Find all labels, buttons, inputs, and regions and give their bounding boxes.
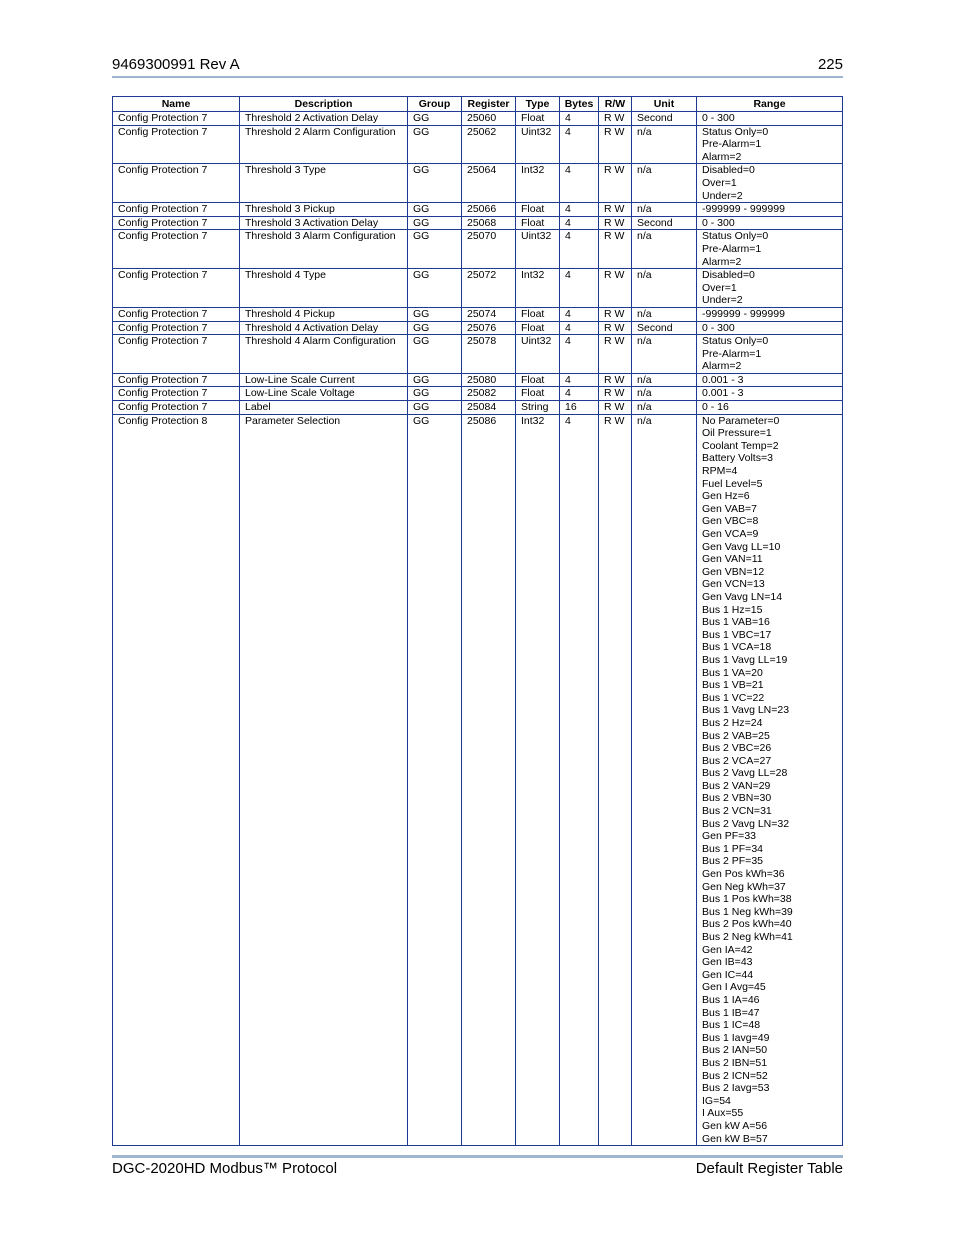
cell-unit: n/a — [632, 230, 697, 269]
range-line: Bus 2 VAB=25 — [702, 729, 770, 742]
cell-range — [697, 307, 843, 321]
cell-range — [697, 125, 843, 164]
cell-type: Float — [516, 216, 560, 230]
range-line: Bus 1 Vavg LN=23 — [702, 704, 790, 717]
range-line: 0.001 - 3 — [702, 387, 744, 400]
cell-range — [697, 230, 843, 269]
cell-description: Low-Line Scale Current — [240, 373, 408, 387]
footer-rule — [112, 1155, 843, 1158]
cell-range — [697, 401, 843, 415]
column-header: R/W — [599, 97, 632, 112]
cell-rw: R W — [599, 269, 632, 308]
cell-type: Float — [516, 112, 560, 126]
page-number: 225 — [817, 56, 843, 73]
range-line: Gen I Avg=45 — [702, 981, 766, 994]
cell-type: Uint32 — [516, 230, 560, 269]
cell-name: Config Protection 7 — [113, 216, 240, 230]
cell-register: 25076 — [462, 321, 516, 335]
cell-unit: n/a — [632, 203, 697, 217]
cell-range — [697, 216, 843, 230]
range-line: Bus 1 VBC=17 — [702, 628, 772, 641]
cell-range — [697, 321, 843, 335]
cell-bytes: 4 — [560, 164, 599, 203]
cell-group: GG — [408, 307, 462, 321]
range-line: Alarm=2 — [702, 150, 742, 163]
cell-bytes: 4 — [560, 373, 599, 387]
range-line: Bus 1 Pos kWh=38 — [702, 893, 792, 906]
range-line: Bus 1 IC=48 — [702, 1019, 761, 1032]
cell-register: 25084 — [462, 401, 516, 415]
section-title: Default Register Table — [695, 1160, 843, 1177]
cell-type: Float — [516, 373, 560, 387]
cell-register: 25060 — [462, 112, 516, 126]
cell-type: Int32 — [516, 269, 560, 308]
table-row — [113, 401, 843, 415]
cell-range — [697, 203, 843, 217]
table-row — [113, 373, 843, 387]
range-line: Bus 2 Iavg=53 — [702, 1082, 770, 1095]
cell-bytes: 4 — [560, 269, 599, 308]
cell-bytes: 4 — [560, 321, 599, 335]
range-line: Bus 1 VC=22 — [702, 691, 765, 704]
cell-name: Config Protection 7 — [113, 125, 240, 164]
cell-range — [697, 164, 843, 203]
range-line: Pre-Alarm=1 — [702, 242, 762, 255]
document-title: DGC-2020HD Modbus™ Protocol — [112, 1160, 338, 1177]
range-line: Bus 1 VAB=16 — [702, 616, 770, 629]
cell-unit: n/a — [632, 307, 697, 321]
cell-name: Config Protection 7 — [113, 321, 240, 335]
cell-register: 25062 — [462, 125, 516, 164]
cell-type: Float — [516, 307, 560, 321]
cell-group: GG — [408, 269, 462, 308]
cell-type: Float — [516, 203, 560, 217]
cell-register: 25080 — [462, 373, 516, 387]
range-line: Gen IA=42 — [702, 943, 753, 956]
range-line: Alarm=2 — [702, 255, 742, 268]
range-line: -999999 - 999999 — [702, 203, 785, 216]
range-line: Disabled=0 — [702, 269, 755, 282]
column-header: Range — [697, 97, 843, 112]
cell-description: Threshold 3 Type — [240, 164, 408, 203]
cell-rw: R W — [599, 307, 632, 321]
cell-unit: n/a — [632, 125, 697, 164]
range-line: Gen PF=33 — [702, 830, 756, 843]
header-rule — [112, 76, 843, 78]
range-line: Disabled=0 — [702, 164, 755, 177]
cell-unit: Second — [632, 216, 697, 230]
cell-bytes: 4 — [560, 125, 599, 164]
range-line: Bus 1 VCA=18 — [702, 641, 772, 654]
range-line: Status Only=0 — [702, 230, 769, 243]
cell-rw: R W — [599, 125, 632, 164]
cell-type: Int32 — [516, 164, 560, 203]
range-line: Over=1 — [702, 176, 737, 189]
table-row — [113, 307, 843, 321]
table-header-row — [113, 97, 843, 112]
cell-bytes: 4 — [560, 307, 599, 321]
cell-group: GG — [408, 164, 462, 203]
range-line: Gen kW B=57 — [702, 1132, 768, 1145]
range-line: Gen VAB=7 — [702, 502, 757, 515]
cell-name: Config Protection 7 — [113, 335, 240, 374]
range-line: Bus 1 PF=34 — [702, 842, 763, 855]
column-header: Unit — [632, 97, 697, 112]
range-line: Under=2 — [702, 189, 743, 202]
range-line: Bus 2 IAN=50 — [702, 1044, 768, 1057]
cell-unit: n/a — [632, 387, 697, 401]
cell-group: GG — [408, 335, 462, 374]
cell-unit: Second — [632, 321, 697, 335]
cell-description: Low-Line Scale Voltage — [240, 387, 408, 401]
cell-type: Int32 — [516, 414, 560, 1145]
cell-register: 25066 — [462, 203, 516, 217]
cell-name: Config Protection 7 — [113, 203, 240, 217]
range-line: Bus 2 VAN=29 — [702, 779, 771, 792]
cell-register: 25068 — [462, 216, 516, 230]
range-line: 0 - 16 — [702, 401, 729, 414]
range-line: Bus 1 VA=20 — [702, 666, 763, 679]
table-row — [113, 414, 843, 1145]
table-body — [113, 112, 843, 1146]
cell-unit: n/a — [632, 269, 697, 308]
page-header — [112, 56, 843, 76]
range-line: I Aux=55 — [702, 1107, 744, 1120]
cell-rw: R W — [599, 414, 632, 1145]
range-line: Bus 1 Neg kWh=39 — [702, 905, 793, 918]
cell-group: GG — [408, 203, 462, 217]
cell-description: Threshold 4 Activation Delay — [240, 321, 408, 335]
cell-register: 25070 — [462, 230, 516, 269]
range-line: Pre-Alarm=1 — [702, 138, 762, 151]
range-line: IG=54 — [702, 1094, 731, 1107]
range-line: Gen Vavg LL=10 — [702, 540, 781, 553]
range-line: Gen VAN=11 — [702, 553, 763, 566]
cell-rw: R W — [599, 335, 632, 374]
table-row — [113, 321, 843, 335]
page-footer — [112, 1160, 843, 1180]
cell-type: Float — [516, 321, 560, 335]
range-line: 0 - 300 — [702, 112, 735, 124]
range-line: Gen kW A=56 — [702, 1119, 768, 1132]
range-line: Status Only=0 — [702, 125, 769, 138]
range-line: No Parameter=0 — [702, 414, 780, 427]
cell-range — [697, 335, 843, 374]
cell-group: GG — [408, 112, 462, 126]
cell-description: Threshold 2 Activation Delay — [240, 112, 408, 126]
cell-description: Threshold 4 Type — [240, 269, 408, 308]
register-table — [112, 96, 843, 1146]
range-line: 0 - 300 — [702, 216, 735, 229]
cell-type: Uint32 — [516, 125, 560, 164]
range-line: Bus 2 VBC=26 — [702, 742, 772, 755]
cell-range — [697, 269, 843, 308]
column-header: Bytes — [560, 97, 599, 112]
cell-description: Threshold 3 Activation Delay — [240, 216, 408, 230]
cell-bytes: 4 — [560, 216, 599, 230]
range-line: Bus 1 Vavg LL=19 — [702, 653, 788, 666]
cell-bytes: 4 — [560, 414, 599, 1145]
cell-bytes: 4 — [560, 230, 599, 269]
range-line: Alarm=2 — [702, 360, 742, 373]
range-line: Bus 1 Hz=15 — [702, 603, 763, 616]
range-line: Coolant Temp=2 — [702, 439, 779, 452]
table-row — [113, 216, 843, 230]
column-header: Description — [240, 97, 408, 112]
cell-rw: R W — [599, 373, 632, 387]
cell-description: Threshold 4 Pickup — [240, 307, 408, 321]
range-line: Gen VCN=13 — [702, 578, 765, 591]
cell-group: GG — [408, 387, 462, 401]
table-row — [113, 387, 843, 401]
cell-rw: R W — [599, 321, 632, 335]
range-line: 0 - 300 — [702, 321, 735, 334]
cell-group: GG — [408, 216, 462, 230]
column-header: Group — [408, 97, 462, 112]
cell-range — [697, 373, 843, 387]
range-line: -999999 - 999999 — [702, 307, 785, 320]
range-line: Bus 2 VBN=30 — [702, 792, 772, 805]
cell-rw: R W — [599, 203, 632, 217]
cell-unit: n/a — [632, 414, 697, 1145]
cell-name: Config Protection 7 — [113, 164, 240, 203]
cell-rw: R W — [599, 230, 632, 269]
range-line: Gen IB=43 — [702, 956, 753, 969]
table-row — [113, 203, 843, 217]
cell-bytes: 4 — [560, 387, 599, 401]
range-line: Gen Hz=6 — [702, 490, 750, 503]
range-line: Bus 2 ICN=52 — [702, 1069, 768, 1082]
range-line: Bus 1 VB=21 — [702, 679, 764, 692]
range-line: RPM=4 — [702, 465, 738, 478]
range-line: Oil Pressure=1 — [702, 427, 772, 440]
cell-rw: R W — [599, 112, 632, 126]
cell-group: GG — [408, 125, 462, 164]
column-header: Register — [462, 97, 516, 112]
range-line: Bus 2 Neg kWh=41 — [702, 931, 793, 943]
range-line: Battery Volts=3 — [702, 452, 773, 465]
column-header: Type — [516, 97, 560, 112]
range-line: Bus 2 Vavg LL=28 — [702, 767, 788, 780]
cell-range — [697, 414, 843, 1145]
range-line: Gen Vavg LN=14 — [702, 590, 783, 603]
range-line: Over=1 — [702, 281, 737, 294]
cell-bytes: 4 — [560, 112, 599, 126]
cell-register: 25082 — [462, 387, 516, 401]
cell-register: 25086 — [462, 414, 516, 1145]
table-row — [113, 335, 843, 374]
range-line: Bus 1 IB=47 — [702, 1006, 760, 1019]
cell-group: GG — [408, 373, 462, 387]
table-row — [113, 230, 843, 269]
range-line: Status Only=0 — [702, 335, 769, 348]
range-line: Pre-Alarm=1 — [702, 347, 762, 360]
cell-group: GG — [408, 401, 462, 415]
range-line: Bus 1 IA=46 — [702, 993, 760, 1006]
cell-range — [697, 387, 843, 401]
table-row — [113, 112, 843, 126]
cell-unit: n/a — [632, 164, 697, 203]
cell-type: Uint32 — [516, 335, 560, 374]
range-line: 0.001 - 3 — [702, 373, 744, 386]
cell-description: Threshold 3 Alarm Configuration — [240, 230, 408, 269]
cell-unit: Second — [632, 112, 697, 126]
cell-name: Config Protection 7 — [113, 373, 240, 387]
cell-name: Config Protection 7 — [113, 112, 240, 126]
range-line: Gen IC=44 — [702, 968, 754, 981]
cell-bytes: 4 — [560, 203, 599, 217]
cell-name: Config Protection 7 — [113, 401, 240, 415]
range-line: Bus 2 IBN=51 — [702, 1056, 768, 1069]
range-line: Bus 1 Iavg=49 — [702, 1031, 770, 1044]
range-line: Bus 2 PF=35 — [702, 855, 763, 868]
range-line: Fuel Level=5 — [702, 477, 763, 490]
range-line: Bus 2 VCA=27 — [702, 754, 772, 767]
cell-rw: R W — [599, 216, 632, 230]
table-row — [113, 269, 843, 308]
cell-type: String — [516, 401, 560, 415]
range-line: Bus 2 VCN=31 — [702, 805, 772, 818]
cell-description: Parameter Selection — [240, 414, 408, 1145]
cell-name: Config Protection 7 — [113, 307, 240, 321]
cell-group: GG — [408, 414, 462, 1145]
cell-unit: n/a — [632, 373, 697, 387]
document-number: 9469300991 Rev A — [112, 56, 240, 73]
cell-description: Label — [240, 401, 408, 415]
range-line: Under=2 — [702, 294, 743, 307]
cell-description: Threshold 2 Alarm Configuration — [240, 125, 408, 164]
cell-group: GG — [408, 230, 462, 269]
cell-group: GG — [408, 321, 462, 335]
cell-name: Config Protection 7 — [113, 387, 240, 401]
cell-register: 25074 — [462, 307, 516, 321]
cell-rw: R W — [599, 401, 632, 415]
range-line: Gen Pos kWh=36 — [702, 868, 785, 881]
cell-unit: n/a — [632, 335, 697, 374]
cell-name: Config Protection 8 — [113, 414, 240, 1145]
range-line: Bus 2 Hz=24 — [702, 716, 763, 729]
cell-register: 25072 — [462, 269, 516, 308]
cell-bytes: 4 — [560, 335, 599, 374]
column-header: Name — [113, 97, 240, 112]
cell-name: Config Protection 7 — [113, 269, 240, 308]
cell-type: Float — [516, 387, 560, 401]
cell-range — [697, 112, 843, 126]
cell-bytes: 16 — [560, 401, 599, 415]
cell-description: Threshold 4 Alarm Configuration — [240, 335, 408, 374]
range-line: Bus 2 Pos kWh=40 — [702, 918, 792, 931]
range-line: Gen VBN=12 — [702, 565, 765, 578]
cell-rw: R W — [599, 387, 632, 401]
range-line: Gen VBC=8 — [702, 515, 759, 528]
range-line: Gen VCA=9 — [702, 528, 759, 540]
cell-unit: n/a — [632, 401, 697, 415]
cell-register: 25064 — [462, 164, 516, 203]
range-line: Gen Neg kWh=37 — [702, 880, 786, 893]
table-row — [113, 164, 843, 203]
table-row — [113, 125, 843, 164]
cell-rw: R W — [599, 164, 632, 203]
range-line: Bus 2 Vavg LN=32 — [702, 817, 790, 830]
cell-name: Config Protection 7 — [113, 230, 240, 269]
cell-description: Threshold 3 Pickup — [240, 203, 408, 217]
cell-register: 25078 — [462, 335, 516, 374]
